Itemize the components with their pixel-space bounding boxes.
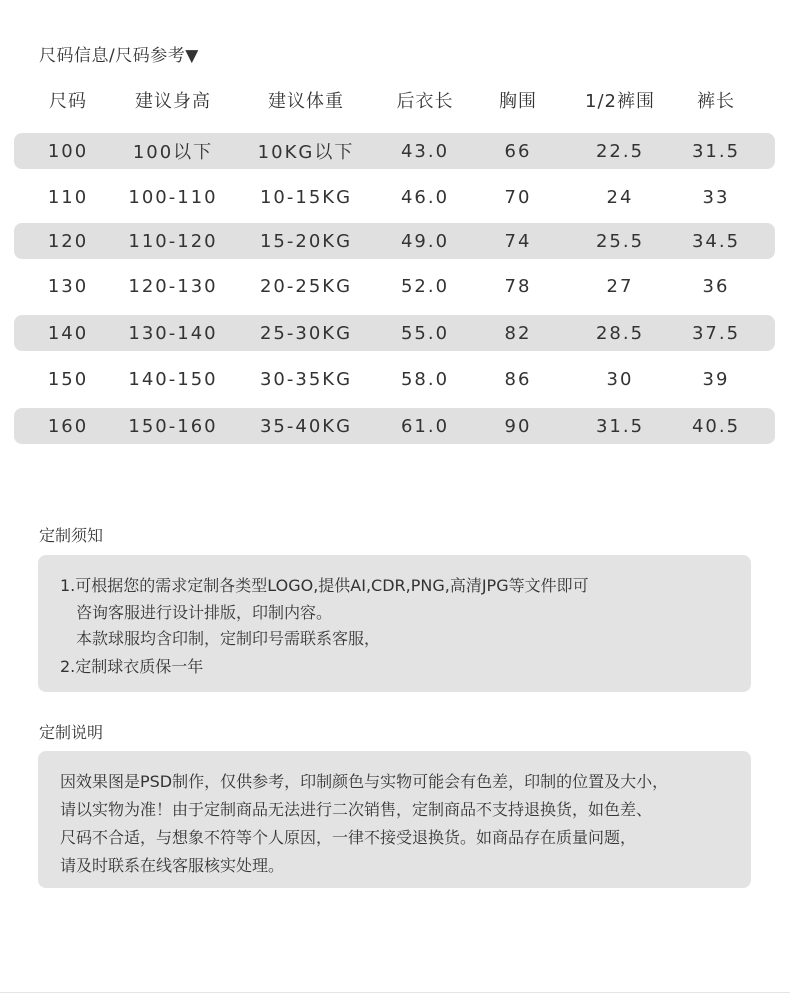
cell-chest: 74 <box>504 230 532 252</box>
cell-half-hip: 28.5 <box>595 322 645 344</box>
cell-half-hip: 22.5 <box>595 140 645 162</box>
cell-height: 120-130 <box>128 275 218 297</box>
notice-line: 2.定制球衣质保一年 <box>60 657 204 676</box>
cell-size: 120 <box>47 230 89 252</box>
cell-weight: 25-30KG <box>259 322 353 344</box>
explain-line: 因效果图是PSD制作，仅供参考，印制颜色与实物可能会有色差，印制的位置及大小， <box>60 772 669 791</box>
cell-back-length: 58.0 <box>400 368 450 390</box>
explain-box <box>38 751 751 888</box>
cell-weight: 10KG以下 <box>257 142 355 163</box>
cell-size: 140 <box>47 322 89 344</box>
cell-height: 150-160 <box>128 415 218 437</box>
explain-title: 定制说明 <box>39 723 104 742</box>
notice-line: 咨询客服进行设计排版，印制内容。 <box>76 603 333 622</box>
header-height: 建议身高 <box>135 91 211 112</box>
table-row <box>14 179 775 215</box>
header-chest: 胸围 <box>499 91 537 112</box>
cell-weight: 35-40KG <box>259 415 353 437</box>
cell-height: 140-150 <box>128 368 218 390</box>
cell-chest: 70 <box>504 186 532 208</box>
cell-half-hip: 30 <box>606 368 634 390</box>
cell-half-hip: 25.5 <box>595 230 645 252</box>
cell-pants-length: 33 <box>702 186 730 208</box>
header-pants-length: 裤长 <box>697 91 735 112</box>
cell-back-length: 49.0 <box>400 230 450 252</box>
cell-back-length: 46.0 <box>400 186 450 208</box>
notice-line: 本款球服均含印制，定制印号需联系客服， <box>76 629 381 648</box>
cell-size: 100 <box>47 140 89 162</box>
table-row <box>14 268 775 304</box>
cell-back-length: 55.0 <box>400 322 450 344</box>
table-header <box>14 86 775 114</box>
cell-pants-length: 40.5 <box>691 415 741 437</box>
cell-half-hip: 31.5 <box>595 415 645 437</box>
cell-pants-length: 34.5 <box>691 230 741 252</box>
table-row <box>14 223 775 259</box>
cell-pants-length: 37.5 <box>691 322 741 344</box>
cell-weight: 10-15KG <box>259 186 353 208</box>
cell-pants-length: 39 <box>702 368 730 390</box>
cell-weight: 30-35KG <box>259 368 353 390</box>
cell-back-length: 61.0 <box>400 415 450 437</box>
table-row <box>14 408 775 444</box>
cell-height: 110-120 <box>128 230 218 252</box>
explain-line: 请及时联系在线客服核实处理。 <box>60 856 285 875</box>
cell-back-length: 43.0 <box>400 140 450 162</box>
cell-half-hip: 24 <box>606 186 634 208</box>
bottom-divider <box>0 992 790 993</box>
cell-chest: 78 <box>504 275 532 297</box>
cell-pants-length: 36 <box>702 275 730 297</box>
cell-chest: 82 <box>504 322 532 344</box>
header-half-hip: 1/2裤围 <box>585 91 655 112</box>
cell-size: 150 <box>47 368 89 390</box>
cell-back-length: 52.0 <box>400 275 450 297</box>
cell-weight: 15-20KG <box>259 230 353 252</box>
cell-height: 100以下 <box>132 142 214 163</box>
cell-size: 110 <box>47 186 89 208</box>
cell-size: 130 <box>47 275 89 297</box>
header-size: 尺码 <box>49 91 87 112</box>
cell-height: 130-140 <box>128 322 218 344</box>
cell-height: 100-110 <box>128 186 218 208</box>
cell-weight: 20-25KG <box>259 275 353 297</box>
notice-title: 定制须知 <box>39 526 104 545</box>
header-weight: 建议体重 <box>268 91 344 112</box>
cell-chest: 66 <box>504 140 532 162</box>
cell-pants-length: 31.5 <box>691 140 741 162</box>
cell-chest: 86 <box>504 368 532 390</box>
notice-box <box>38 555 751 692</box>
table-row <box>14 315 775 351</box>
header-back-length: 后衣长 <box>396 91 454 112</box>
cell-chest: 90 <box>504 415 532 437</box>
size-info-title[interactable]: 尺码信息/尺码参考▼ <box>39 46 199 66</box>
cell-half-hip: 27 <box>606 275 634 297</box>
notice-line: 1.可根据您的需求定制各类型LOGO,提供AI,CDR,PNG,高清JPG等文件即可 <box>60 576 589 595</box>
table-row <box>14 133 775 169</box>
table-row <box>14 361 775 397</box>
explain-line: 尺码不合适，与想象不符等个人原因，一律不接受退换货。如商品存在质量问题， <box>60 828 637 847</box>
cell-size: 160 <box>47 415 89 437</box>
explain-line: 请以实物为准！由于定制商品无法进行二次销售，定制商品不支持退换货，如色差、 <box>60 800 653 819</box>
